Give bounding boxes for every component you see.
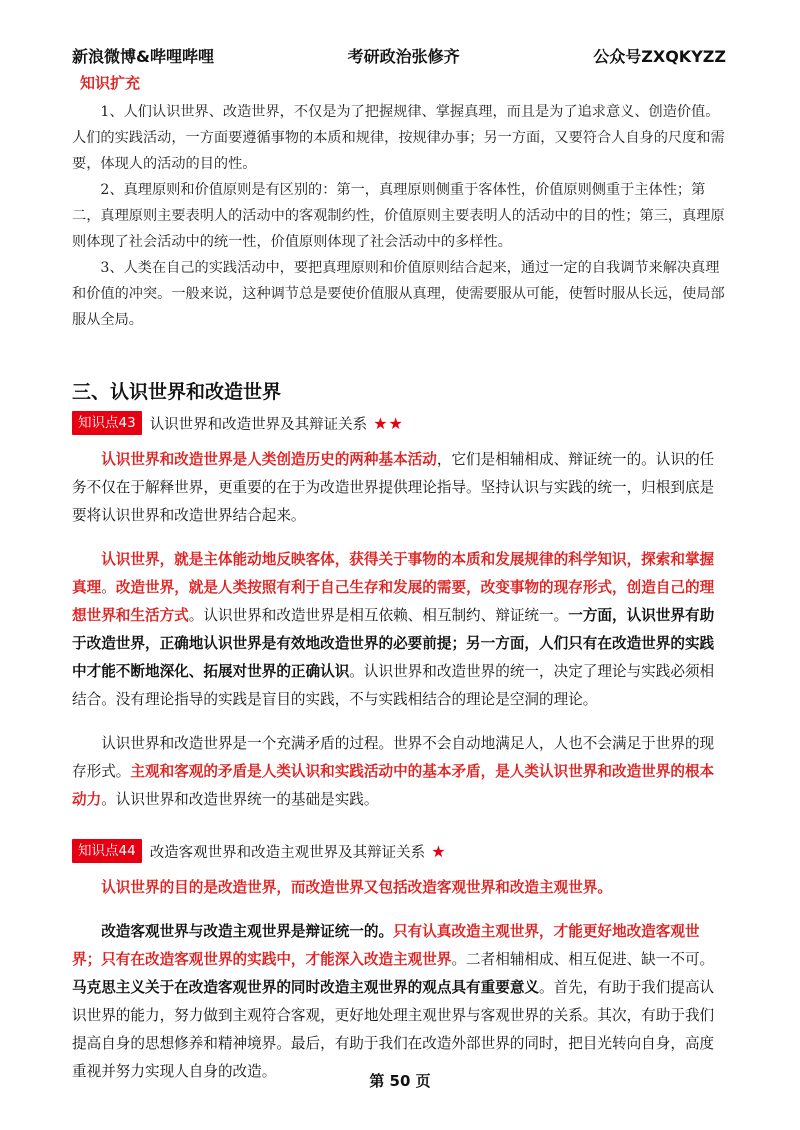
- kp44-paragraph-2: [72, 918, 726, 1086]
- header-wechat-account: 公众号ZXQKYZZ: [593, 46, 726, 66]
- kp43-p1-highlight: 认识世界和改造世界是人类创造历史的两种基本活动: [101, 451, 437, 468]
- extension-paragraph-2: 2、真理原则和价值原则是有区别的：第一，真理原则侧重于客体性，价值原则侧重于主体性；第二，真理原则主要表明人的活动中的客观制约性，价值原则主要表明人的活动中的目的性；第三，真理原则体现了社会活动中的统一性，价值原则体现了社会活动中的多样性。: [72, 182, 725, 250]
- knowledge-point-44-title: 改造客观世界和改造主观世界及其辩证关系: [149, 844, 426, 861]
- header-author: 考研政治张修齐: [347, 46, 460, 66]
- kp43-p1-text: ，它们是相辅相成、辩证统一的。认识的任务不仅在于解释世界，更重要的在于为改造世界提供理论指导。坚持认识与实践的统一，归根到底是要将认识世界和改造世界结合起来。: [72, 451, 715, 524]
- page-number: 第 50 页: [369, 1072, 431, 1090]
- kp43-p3-text-2: 。认识世界和改造世界统一的基础是实践。: [101, 791, 379, 808]
- knowledge-point-44-header: [72, 838, 726, 864]
- kp43-p2-text-1: 。: [101, 579, 116, 596]
- kp43-paragraph-2: [72, 546, 726, 714]
- page-content: [72, 72, 726, 1102]
- star-rating-icon: ★★: [373, 413, 404, 433]
- knowledge-extension-title: 知识扩充: [80, 74, 141, 92]
- extension-paragraph-1: 1、人们认识世界、改造世界，不仅是为了把握规律、掌握真理，而且是为了追求意义、创造价值。人们的实践活动，一方面要遵循事物的本质和规律，按规律办事；另一方面，又要符合人自身的尺度和需要，体现人的活动的目的性。: [72, 104, 725, 172]
- star-rating-icon: ★: [431, 841, 447, 861]
- extension-paragraph-3: 3、人类在自己的实践活动中，要把真理原则和价值原则结合起来，通过一定的自我调节来解决真理和价值的冲突。一般来说，这种调节总是要使价值服从真理，使需要服从可能，使暂时服从长远，使局部服从全局。: [72, 260, 725, 328]
- section-title: 三、认识世界和改造世界: [72, 381, 282, 403]
- kp43-p2-bold: 一方面，认识世界有助于改造世界，正确地认识世界是有效地改造世界的必要前提；另一方面，人们只有在改造世界的实践中才能不断地深化、拓展对世界的正确认识: [72, 607, 715, 680]
- knowledge-point-43-title: 认识世界和改造世界及其辩证关系: [149, 416, 368, 433]
- page-header: [72, 42, 726, 68]
- knowledge-point-43-badge: 知识点43: [72, 411, 142, 435]
- kp44-p2-bold-1: 改造客观世界与改造主观世界是辩证统一的。: [101, 923, 394, 940]
- kp44-p2-bold-2: 马克思主义关于在改造客观世界的同时改造主观世界的观点具有重要意义: [72, 979, 540, 996]
- kp44-p1-highlight: 认识世界的目的是改造世界，而改造世界又包括改造客观世界和改造主观世界。: [101, 879, 612, 896]
- knowledge-point-43-header: [72, 410, 726, 436]
- kp43-paragraph-1: [72, 446, 726, 530]
- kp44-p2-text-2: 。首先，有助于我们提高认识世界的能力，努力做到主观符合客观，更好地处理主观世界与客观世界的关系。其次，有助于我们提高自身的思想修养和精神境界。最后，有助于我们在改造外部世界的同时，把目光转向自身，高度重视并努力实现人自身的改造。: [72, 979, 715, 1080]
- kp44-paragraph-1: [72, 874, 726, 902]
- kp44-p2-text-1: 。二者相辅相成、相互促进、缺一不可。: [451, 951, 715, 968]
- kp43-p2-text-3: 。认识世界和改造世界的统一，决定了理论与实践必须相结合。没有理论指导的实践是盲目的实践，不与实践相结合的理论是空洞的理论。: [72, 663, 715, 708]
- kp43-p2-highlight-1: 认识世界，就是主体能动地反映客体，获得关于事物的本质和发展规律的科学知识，探索和掌握真理: [72, 551, 715, 596]
- kp43-p3-text-1: 认识世界和改造世界是一个充满矛盾的过程。世界不会自动地满足人，人也不会满足于世界的现存形式。: [72, 735, 715, 780]
- kp43-p2-highlight-2: 改造世界，就是人类按照有利于自己生存和发展的需要，改变事物的现存形式，创造自己的理想世界和生活方式: [72, 579, 715, 624]
- header-weibo-bilibili: 新浪微博&哔哩哔哩: [72, 46, 214, 66]
- knowledge-point-44-badge: 知识点44: [72, 839, 142, 863]
- kp43-paragraph-3: [72, 730, 726, 814]
- kp43-p3-highlight: 主观和客观的矛盾是人类认识和实践活动中的基本矛盾，是人类认识世界和改造世界的根本动力: [72, 763, 715, 808]
- kp44-p2-highlight: 只有认真改造主观世界，才能更好地改造客观世界；只有在改造客观世界的实践中，才能深入改造主观世界: [72, 923, 700, 968]
- kp43-p2-text-2: 。认识世界和改造世界是相互依赖、相互制约、辩证统一。: [188, 607, 569, 624]
